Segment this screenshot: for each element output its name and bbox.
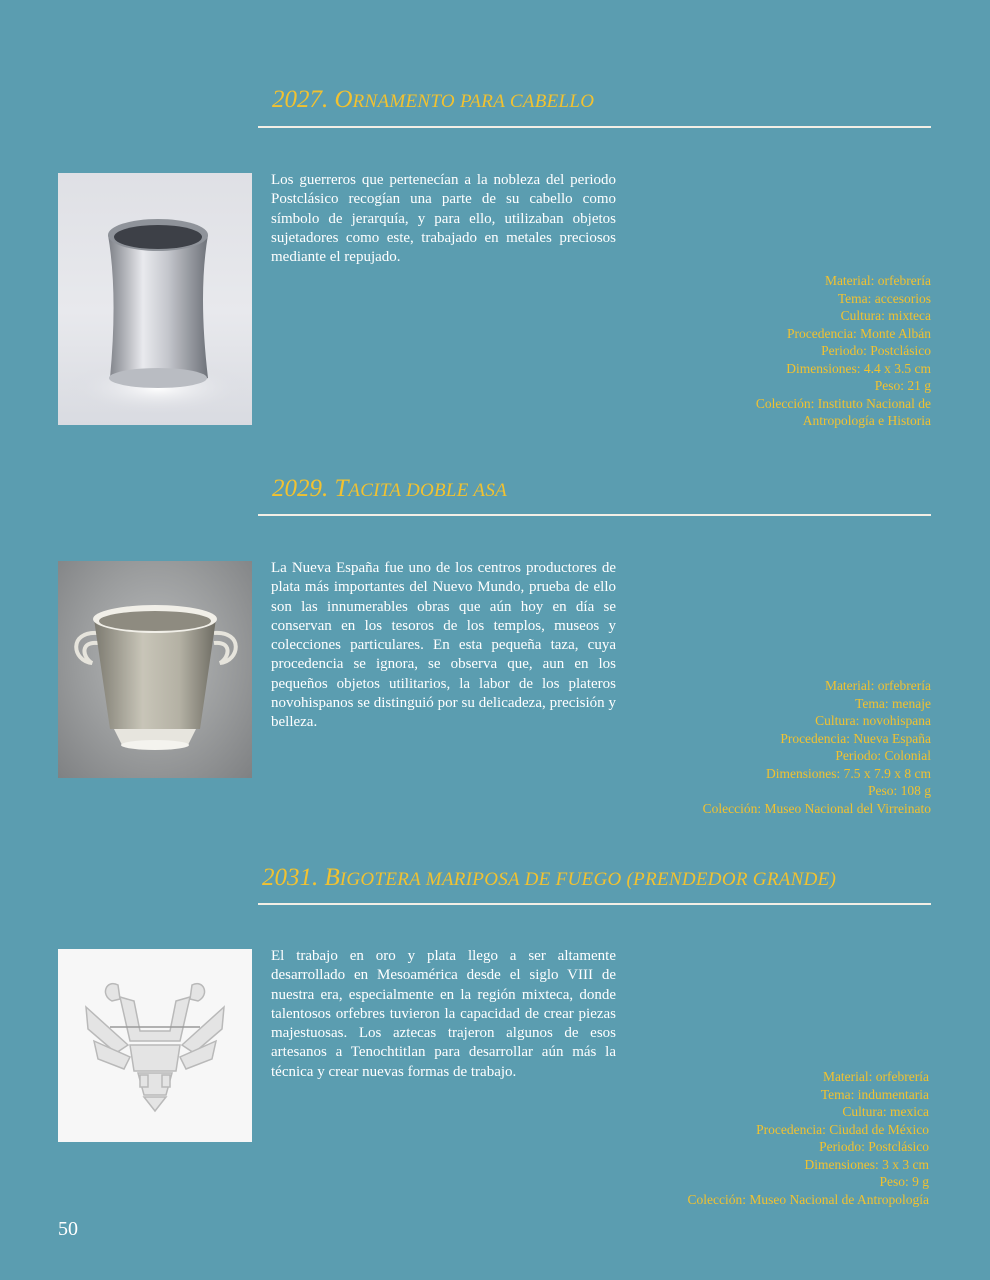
entry-title-rest: RNAMENTO PARA CABELLO [352,91,595,112]
entry-title [258,864,931,892]
meta-coleccion: Colección: Instituto Nacional de [755,395,931,411]
photo-hair-ornament [58,173,252,425]
meta-periodo: Periodo: Postclásico [819,1139,929,1154]
meta-coleccion: Colección: Museo Nacional del Virreinato [702,800,931,816]
meta-material: Material: orfebrería [824,273,931,288]
entry-number: 2031. [262,864,319,891]
meta-cultura: Cultura: mexica [842,1104,929,1119]
meta-material: Material: orfebrería [824,678,931,693]
meta-tema: Tema: accesorios [837,290,931,306]
title-rule [258,903,931,905]
meta-peso: Peso: 9 g [879,1174,929,1189]
meta-procedencia: Procedencia: Monte Albán [787,325,931,341]
meta-cultura: Cultura: mixteca [840,308,931,323]
meta-dimensiones: Dimensiones: 7.5 x 7.9 x 8 cm [766,765,931,781]
entry-title-rest: ACITA DOBLE ASA [348,480,508,501]
entry-description: Los guerreros que pertenecían a la nobleza del periodo Postclásico recogían una parte de su cabello como símbolo de jerarquía, y para ello, utilizaban objetos sujetadores como este, trabajado en metales preciosos mediante el repujado. [271,172,616,266]
meta-procedencia: Procedencia: Ciudad de México [756,1121,929,1137]
page-number: 50 [58,1218,78,1240]
entry-title [258,86,931,114]
photo-double-handle-cup [58,561,252,778]
entry-metadata [609,1068,929,1208]
meta-cultura: Cultura: novohispana [815,713,931,728]
meta-coleccion: Colección: Museo Nacional de Antropología [687,1191,929,1207]
entry-title-rest: IGOTERA MARIPOSA DE FUEGO (PRENDEDOR GRANDE) [339,869,837,890]
title-rule [258,126,931,128]
title-rule [258,514,931,516]
meta-coleccion-cont: Antropología e Historia [802,413,931,428]
entry-title-cap: O [334,86,353,113]
entry-description [271,947,616,1082]
entry-title [258,475,931,503]
entry-number: 2027. [272,86,329,113]
meta-dimensiones: Dimensiones: 4.4 x 3.5 cm [786,360,931,376]
meta-tema: Tema: menaje [855,695,931,711]
meta-dimensiones: Dimensiones: 3 x 3 cm [804,1156,929,1172]
meta-tema: Tema: indumentaria [820,1086,929,1102]
meta-peso: Peso: 21 g [874,378,931,393]
meta-material: Material: orfebrería [822,1069,929,1084]
entry-title-cap: T [334,475,349,502]
photo-butterfly-brooch [58,949,252,1142]
meta-procedencia: Procedencia: Nueva España [780,730,931,746]
entry-metadata [611,272,931,430]
entry-metadata [611,677,931,817]
entry-number: 2029. [272,475,329,502]
entry-description: La Nueva España fue uno de los centros productores de plata más importantes del Nuevo Mundo, prueba de ello son las innumerables obras que aún hoy en día se conservan en los tesoros de los templos, museos y colecciones particulares. En esta pequeña taza, cuya procedencia se ignora, se observa que, aun en los pequeños objetos utilitarios, la labor de los plateros novohispanos se distinguió por su delicadeza, precisión y belleza. [271,560,616,731]
meta-periodo: Periodo: Colonial [835,748,931,763]
meta-periodo: Periodo: Postclásico [821,343,931,358]
entry-description-text: El trabajo en oro y plata llego a ser altamente desarrollado en Mesoamérica desde el siglo VIII de nuestra era, especialmente en la región mixteca, donde talentosos orfebres tuvieron la capacidad de crear piezas majestuosas. Los aztecas trajeron algunos de esos artesanos a Tenochtitlan para desarrollar aún más la técnica y crear nuevas formas de trabajo. [271,948,616,1080]
entry-title-cap: B [324,864,340,891]
meta-peso: Peso: 108 g [867,783,931,798]
